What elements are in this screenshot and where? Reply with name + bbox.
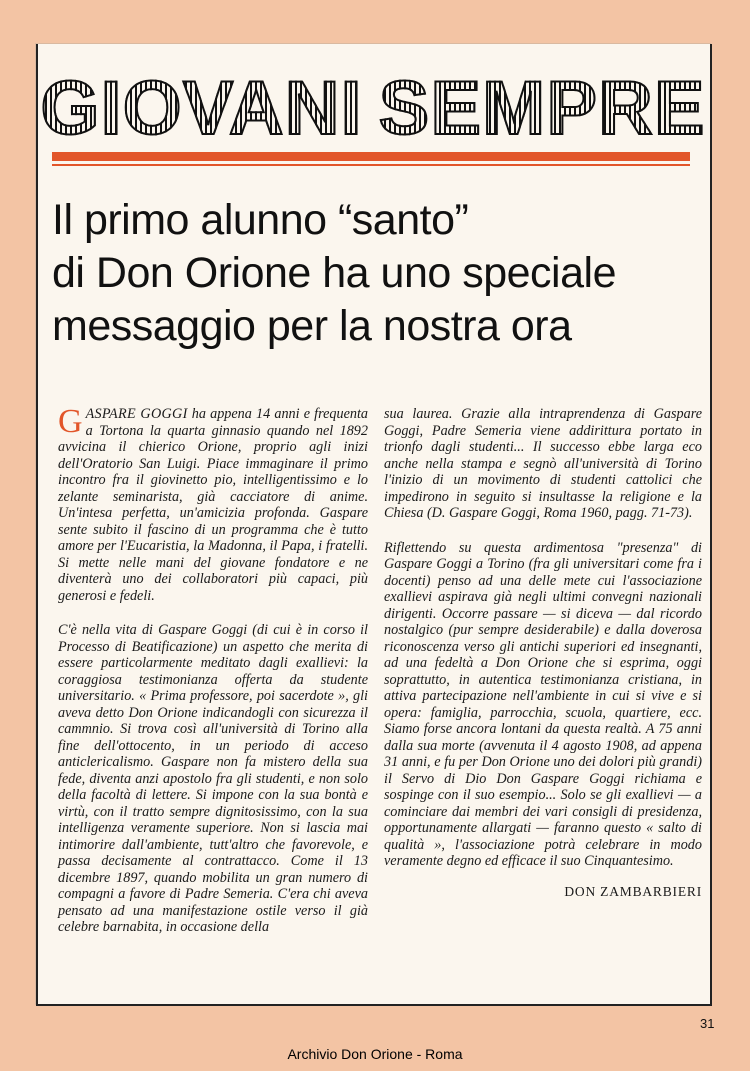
masthead (40, 64, 706, 154)
archive-footer: Archivio Don Orione - Roma (287, 1046, 463, 1062)
masthead-word-2: SEMPRE (378, 66, 706, 151)
paragraph-text: ha appena 14 anni e frequenta a Tortona la quarta ginnasio quando nel 1892 avvicina il chierico Orione, proprio agli inizi dell'Oratorio San Luigi. Piace immaginare il primo incontro fra il giovinetto pio, intelligentissimo e lo zelante seminarista, già cacciatore di anime. Un'intesa perfetta, un'amicizia profonda. Gaspare sente subito il fascino di un programma che è tutto amore per l'Eucaristia, la Madonna, il Papa, i fratelli. Si mette nelle mani del giovane fondatore e ne diventerà uno dei collaboratori più capaci, più generosi e fedeli. (58, 406, 369, 604)
page-border-bottom (36, 1004, 712, 1006)
article-column-right (384, 406, 702, 900)
paragraph: sua laurea. Grazie alla intraprendenza di Gaspare Goggi, Padre Semeria viene addirittura portato in trionfo dagli studenti... Il successo ebbe larga eco anche nella stampa e segnò all'università di Torino l'inizio di un movimento di studenti cattolici che impedirono in seguito si insultasse la religione e la Chiesa (D. Gaspare Goggi, Roma 1960, pagg. 71-73). (384, 406, 702, 521)
author-signature: DON ZAMBARBIERI (564, 883, 702, 899)
accent-stripe (52, 152, 690, 161)
headline-line-1: Il primo alunno “santo” (52, 196, 469, 244)
article-headline (52, 194, 672, 353)
headline-line-3: messaggio per la nostra ora (52, 302, 572, 350)
paragraph: Riflettendo su questa ardimentosa "presenza" di Gaspare Goggi a Torino (fra gli universitari come fra i docenti) penso ad una delle mete cui l'associazione exallievi aspirava già negli ultimi convegni nazionali dirigenti. Occorre passare — si diceva — dal ricordo nostalgico (pur sempre desiderabile) e dalla doverosa riconoscenza verso gli antichi superiori ed insegnanti, ad una fedeltà a Don Orione che si esprima, oggi soprattutto, in autentica testimonianza cristiana, in attiva partecipazione nell'ambiente in cui si vive e si opera: famiglia, parrocchia, scuola, quartiere, ecc. Siamo forse ancora lontani da questa realtà. A 75 anni dalla sua morte (avvenuta il 4 agosto 1908, ad appena 31 anni, e fu per Don Orione uno dei dolori più grandi) il Servo di Dio Don Gaspare Goggi richiama e sospinge con il suo esempio... Solo se gli exallievi — a cominciare dai membri dei vari consigli di presidenza, opportunamente allargati — faranno questo « salto di qualità », l'associazione potrà celebrare in modo veramente degno ed efficace il suo Cinquantesimo. (384, 539, 702, 869)
paragraph: C'è nella vita di Gaspare Goggi (di cui è in corso il Processo di Beatificazione) un aspetto che merita di essere particolarmente meditato dagli exallievi: la coraggiosa testimonianza offerta da studente universitario. « Prima professore, poi sacerdote », gli aveva detto Don Orione indicandogli con sicurezza il cammnio. Si trova così all'università di Torino alla fine dell'ottocento, in un periodo di acceso anticlericalismo. Gaspare non fa mistero della sua fede, diventa anzi apostolo fra gli studenti, e non solo della facoltà di lettere. Si impone con la sua bontà e virtù, con il tratto sempre dignitosissimo, con la sua intelligenza veramente superiore. Non si lascia mai intimorire dall'ambiente, tutt'altro che favorevole, e passa decisamente al contrattacco. Come il 13 dicembre 1897, quando mobilita un gran numero di compagni a favore di Padre Semeria. C'era chi aveva pensato ad una manifestazione ostile verso il già celebre barnabita, in occasione della (58, 622, 368, 935)
lead-name: ASPARE GOGGI (85, 406, 188, 422)
masthead-word-1: GIOVANI (40, 66, 363, 151)
drop-cap: G (58, 403, 83, 440)
headline-line-2: di Don Orione ha uno speciale (52, 249, 616, 297)
article-column-left (58, 403, 369, 954)
paragraph (58, 403, 369, 604)
page-border-left (36, 44, 38, 1004)
magazine-page (36, 44, 710, 1004)
page-number: 31 (700, 1016, 715, 1031)
page-border-right (710, 44, 712, 1006)
accent-stripe-thin (52, 164, 690, 166)
